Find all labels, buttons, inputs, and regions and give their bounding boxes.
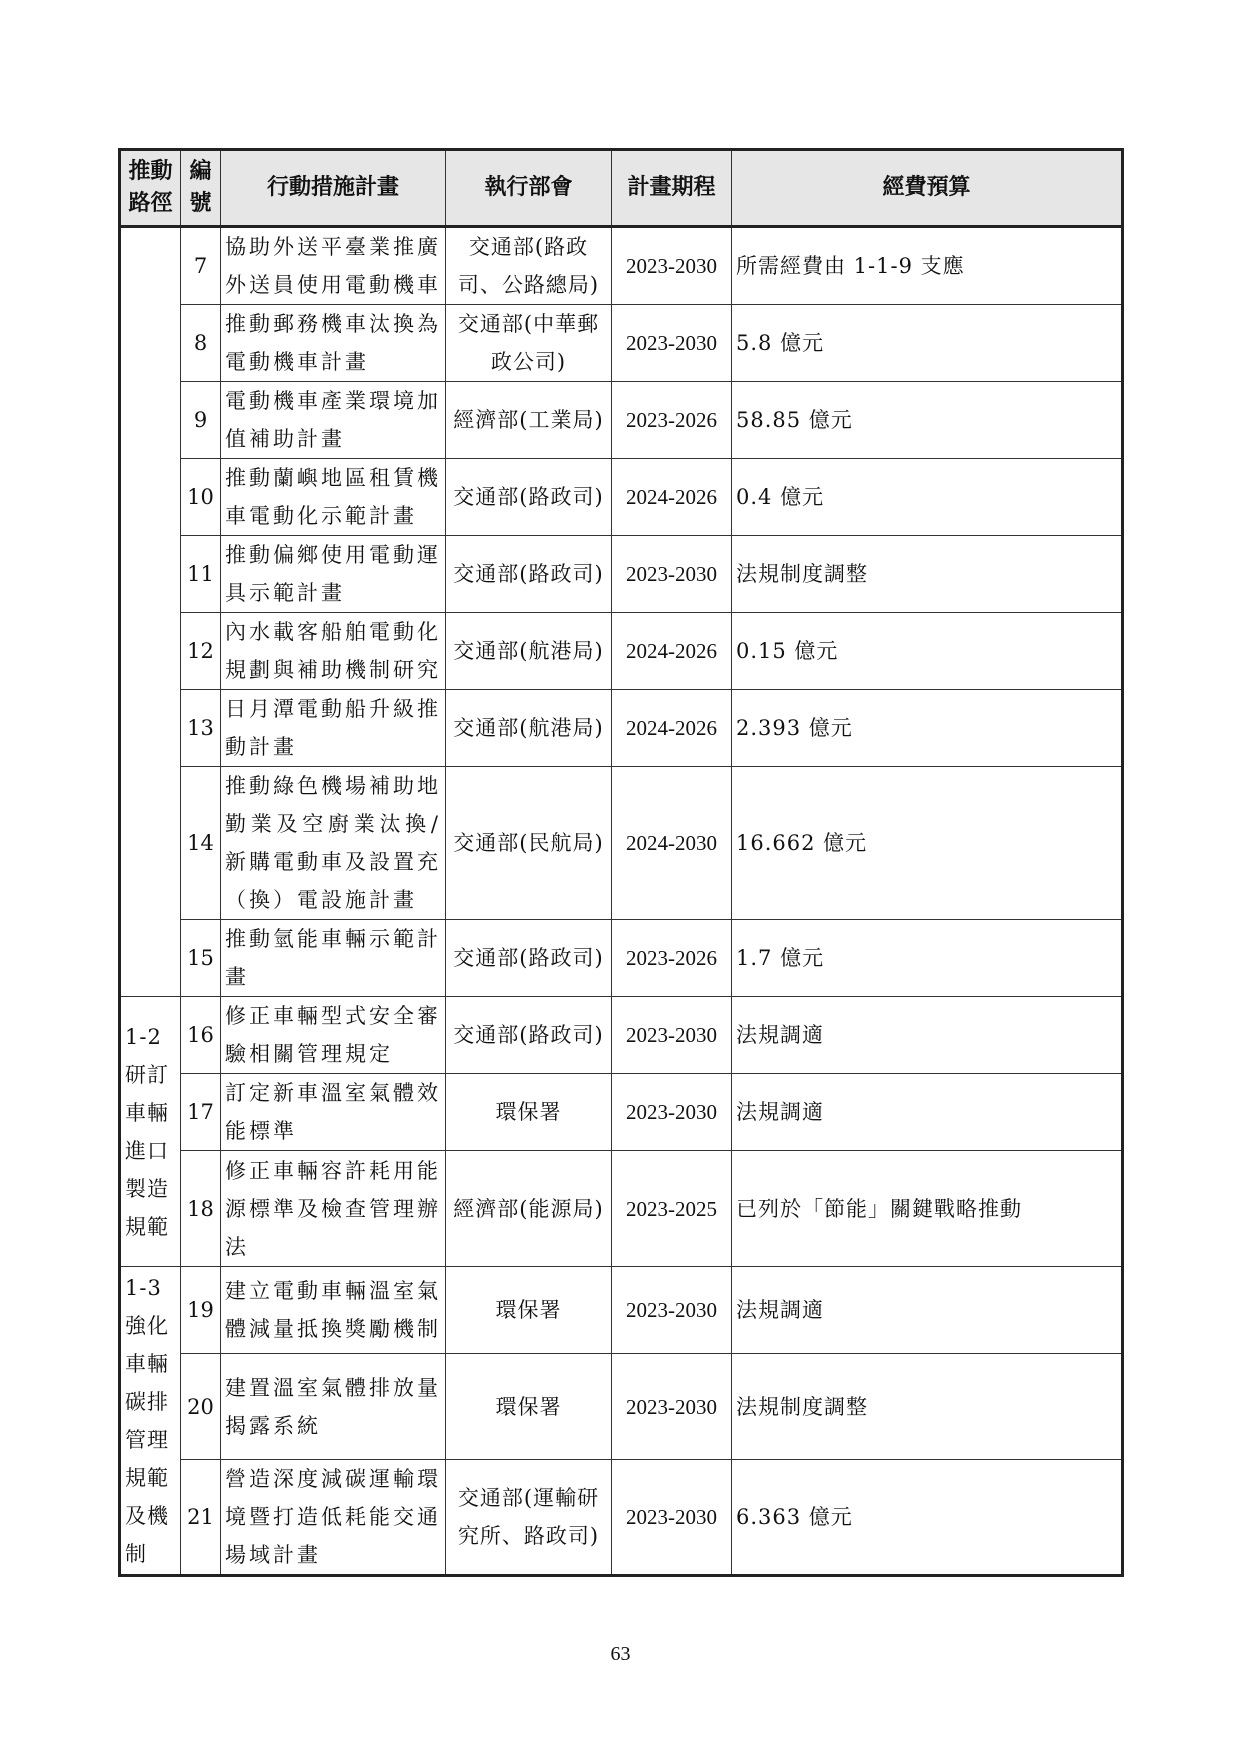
table-row xyxy=(120,767,1123,920)
table-row xyxy=(120,1460,1123,1576)
table-row xyxy=(120,1151,1123,1267)
row-number: 17 xyxy=(181,1074,221,1151)
header-period: 計畫期程 xyxy=(612,150,732,227)
page-number: 63 xyxy=(610,1643,631,1665)
period-cell: 2024-2030 xyxy=(612,767,732,920)
action-cell: 營造深度減碳運輸環境暨打造低耗能交通場域計畫 xyxy=(221,1460,446,1576)
action-cell: 電動機車產業環境加值補助計畫 xyxy=(221,382,446,459)
budget-cell: 16.662 億元 xyxy=(732,767,1123,920)
action-cell: 推動郵務機車汰換為電動機車計畫 xyxy=(221,305,446,382)
row-number: 8 xyxy=(181,305,221,382)
dept-cell: 交通部(中華郵政公司) xyxy=(446,305,612,382)
budget-cell: 0.15 億元 xyxy=(732,613,1123,690)
dept-cell: 交通部(路政司) xyxy=(446,920,612,997)
budget-cell: 法規制度調整 xyxy=(732,536,1123,613)
period-cell: 2023-2026 xyxy=(612,382,732,459)
budget-cell: 法規調適 xyxy=(732,1074,1123,1151)
header-dept: 執行部會 xyxy=(446,150,612,227)
dept-cell: 環保署 xyxy=(446,1267,612,1354)
action-cell: 推動氫能車輛示範計畫 xyxy=(221,920,446,997)
action-cell: 協助外送平臺業推廣外送員使用電動機車 xyxy=(221,227,446,305)
period-cell: 2023-2030 xyxy=(612,1074,732,1151)
budget-cell: 6.363 億元 xyxy=(732,1460,1123,1576)
action-plan-table xyxy=(118,148,1124,1577)
table-row xyxy=(120,1074,1123,1151)
row-number: 21 xyxy=(181,1460,221,1576)
period-cell: 2023-2030 xyxy=(612,305,732,382)
row-number: 10 xyxy=(181,459,221,536)
dept-cell: 交通部(航港局) xyxy=(446,613,612,690)
action-cell: 修正車輛容許耗用能源標準及檢查管理辦法 xyxy=(221,1151,446,1267)
dept-cell: 經濟部(工業局) xyxy=(446,382,612,459)
budget-cell: 所需經費由 1-1-9 支應 xyxy=(732,227,1123,305)
table-header-row xyxy=(120,150,1123,227)
row-number: 16 xyxy=(181,997,221,1074)
action-cell: 訂定新車溫室氣體效能標準 xyxy=(221,1074,446,1151)
dept-cell: 經濟部(能源局) xyxy=(446,1151,612,1267)
header-action: 行動措施計畫 xyxy=(221,150,446,227)
action-cell: 修正車輛型式安全審驗相關管理規定 xyxy=(221,997,446,1074)
period-cell: 2024-2026 xyxy=(612,613,732,690)
period-cell: 2023-2030 xyxy=(612,997,732,1074)
period-cell: 2023-2030 xyxy=(612,1460,732,1576)
dept-cell: 交通部(路政司) xyxy=(446,536,612,613)
table-row xyxy=(120,920,1123,997)
dept-cell: 交通部(運輸研究所、路政司) xyxy=(446,1460,612,1576)
action-cell: 建置溫室氣體排放量揭露系統 xyxy=(221,1354,446,1460)
dept-cell: 交通部(路政司) xyxy=(446,997,612,1074)
budget-cell: 法規制度調整 xyxy=(732,1354,1123,1460)
budget-cell: 1.7 億元 xyxy=(732,920,1123,997)
row-number: 20 xyxy=(181,1354,221,1460)
dept-cell: 交通部(路政司、公路總局) xyxy=(446,227,612,305)
dept-cell: 交通部(民航局) xyxy=(446,767,612,920)
table-row xyxy=(120,1267,1123,1354)
table-row xyxy=(120,227,1123,305)
budget-cell: 0.4 億元 xyxy=(732,459,1123,536)
row-number: 14 xyxy=(181,767,221,920)
period-cell: 2023-2030 xyxy=(612,1267,732,1354)
dept-cell: 環保署 xyxy=(446,1354,612,1460)
table-row xyxy=(120,613,1123,690)
period-cell: 2023-2030 xyxy=(612,1354,732,1460)
action-cell: 推動綠色機場補助地勤業及空廚業汰換/新購電動車及設置充（換）電設施計畫 xyxy=(221,767,446,920)
header-no: 編號 xyxy=(181,150,221,227)
table-row xyxy=(120,997,1123,1074)
action-cell: 日月潭電動船升級推動計畫 xyxy=(221,690,446,767)
budget-cell: 5.8 億元 xyxy=(732,305,1123,382)
budget-cell: 法規調適 xyxy=(732,997,1123,1074)
table-row xyxy=(120,536,1123,613)
budget-cell: 法規調適 xyxy=(732,1267,1123,1354)
action-cell: 推動蘭嶼地區租賃機車電動化示範計畫 xyxy=(221,459,446,536)
table-row xyxy=(120,305,1123,382)
action-cell: 建立電動車輛溫室氣體減量抵換獎勵機制 xyxy=(221,1267,446,1354)
row-number: 13 xyxy=(181,690,221,767)
row-number: 11 xyxy=(181,536,221,613)
table-row xyxy=(120,690,1123,767)
period-cell: 2023-2030 xyxy=(612,227,732,305)
row-number: 18 xyxy=(181,1151,221,1267)
budget-cell: 已列於「節能」關鍵戰略推動 xyxy=(732,1151,1123,1267)
period-cell: 2024-2026 xyxy=(612,690,732,767)
dept-cell: 交通部(路政司) xyxy=(446,459,612,536)
header-budget: 經費預算 xyxy=(732,150,1123,227)
row-number: 9 xyxy=(181,382,221,459)
path-cell-1-3: 1-3 強化車輛碳排管理規範及機制 xyxy=(120,1267,181,1576)
table-row xyxy=(120,1354,1123,1460)
budget-cell: 58.85 億元 xyxy=(732,382,1123,459)
row-number: 7 xyxy=(181,227,221,305)
path-cell-continued xyxy=(120,227,181,997)
period-cell: 2023-2030 xyxy=(612,536,732,613)
table-row xyxy=(120,459,1123,536)
header-path: 推動路徑 xyxy=(120,150,181,227)
path-cell-1-2: 1-2 研訂車輛進口製造規範 xyxy=(120,997,181,1267)
period-cell: 2023-2026 xyxy=(612,920,732,997)
action-cell: 內水載客船舶電動化規劃與補助機制研究 xyxy=(221,613,446,690)
period-cell: 2024-2026 xyxy=(612,459,732,536)
budget-cell: 2.393 億元 xyxy=(732,690,1123,767)
action-cell: 推動偏鄉使用電動運具示範計畫 xyxy=(221,536,446,613)
row-number: 19 xyxy=(181,1267,221,1354)
period-cell: 2023-2025 xyxy=(612,1151,732,1267)
dept-cell: 交通部(航港局) xyxy=(446,690,612,767)
dept-cell: 環保署 xyxy=(446,1074,612,1151)
table-row xyxy=(120,382,1123,459)
row-number: 12 xyxy=(181,613,221,690)
row-number: 15 xyxy=(181,920,221,997)
